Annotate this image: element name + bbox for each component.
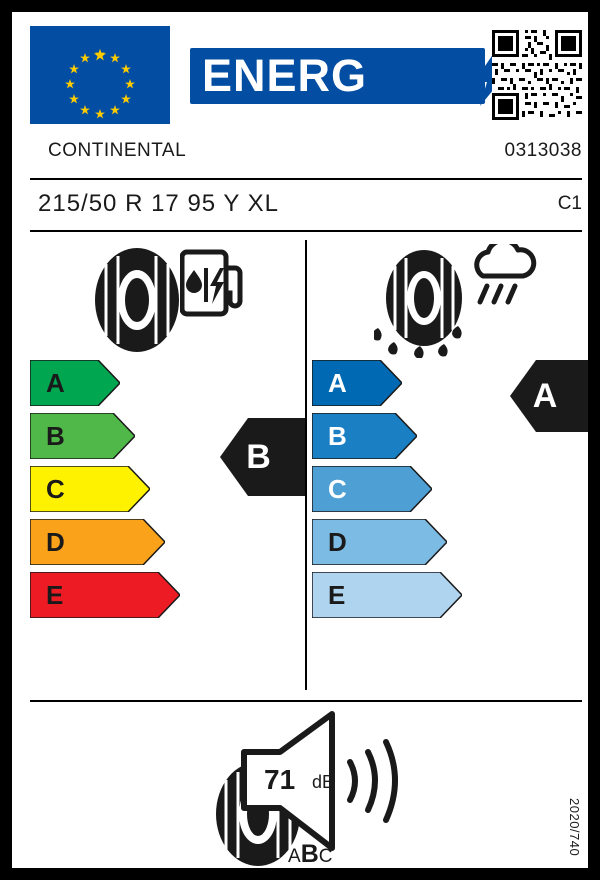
tyre-icon [92, 246, 182, 359]
noise-class-a: A [288, 846, 301, 867]
vertical-divider [305, 240, 307, 690]
grade-letter: C [328, 474, 347, 504]
fuel-pictograms [30, 240, 305, 360]
wet-grip-panel [312, 240, 587, 690]
grade-letter: A [328, 368, 347, 398]
noise-unit: dB [312, 772, 335, 792]
noise-class-b: B [300, 840, 319, 868]
grade-row [312, 572, 587, 618]
energy-word: ENERG [202, 50, 368, 101]
eu-flag-icon [30, 26, 170, 124]
grade-row [30, 519, 305, 565]
fuel-rating-letter: B [246, 437, 271, 476]
wet-rating-marker [510, 360, 588, 432]
fuel-efficiency-panel [30, 240, 305, 690]
grade-letter: E [46, 580, 64, 610]
brand-code: 0313038 [504, 140, 582, 161]
wet-pictograms [312, 240, 587, 360]
grade-letter: B [46, 421, 65, 451]
grade-arrow [30, 360, 120, 406]
divider-noise [30, 700, 582, 702]
tyre-splash-icon [374, 246, 474, 363]
divider-size [30, 230, 582, 232]
grade-row [30, 572, 305, 618]
tyre-size: 215/50 R 17 95 Y XL [38, 190, 279, 217]
grade-letter: E [328, 580, 346, 610]
noise-class-c: C [318, 846, 333, 867]
grade-letter: A [46, 368, 65, 398]
grade-arrow [312, 360, 402, 406]
noise-class-scale [288, 840, 332, 869]
regulation-reference: 2020/740 [567, 797, 582, 856]
wet-rating-letter: A [532, 376, 558, 415]
grade-row [30, 360, 305, 406]
grade-letter: D [328, 527, 347, 557]
grade-row [312, 466, 587, 512]
noise-value: 71 [264, 764, 296, 795]
grade-letter: B [328, 421, 347, 451]
fuel-pump-icon [180, 248, 244, 325]
tyre-size-row [30, 190, 582, 224]
brand-row [30, 140, 582, 178]
tyre-class: C1 [557, 193, 582, 214]
qr-code-icon [492, 30, 582, 120]
rain-cloud-icon [467, 244, 539, 319]
grade-letter: C [46, 474, 65, 504]
label-header [30, 26, 582, 124]
divider-top [30, 178, 582, 180]
fuel-rating-marker [220, 418, 305, 496]
brand-name: CONTINENTAL [48, 140, 187, 161]
grade-letter: D [46, 527, 65, 557]
grade-row [312, 519, 587, 565]
